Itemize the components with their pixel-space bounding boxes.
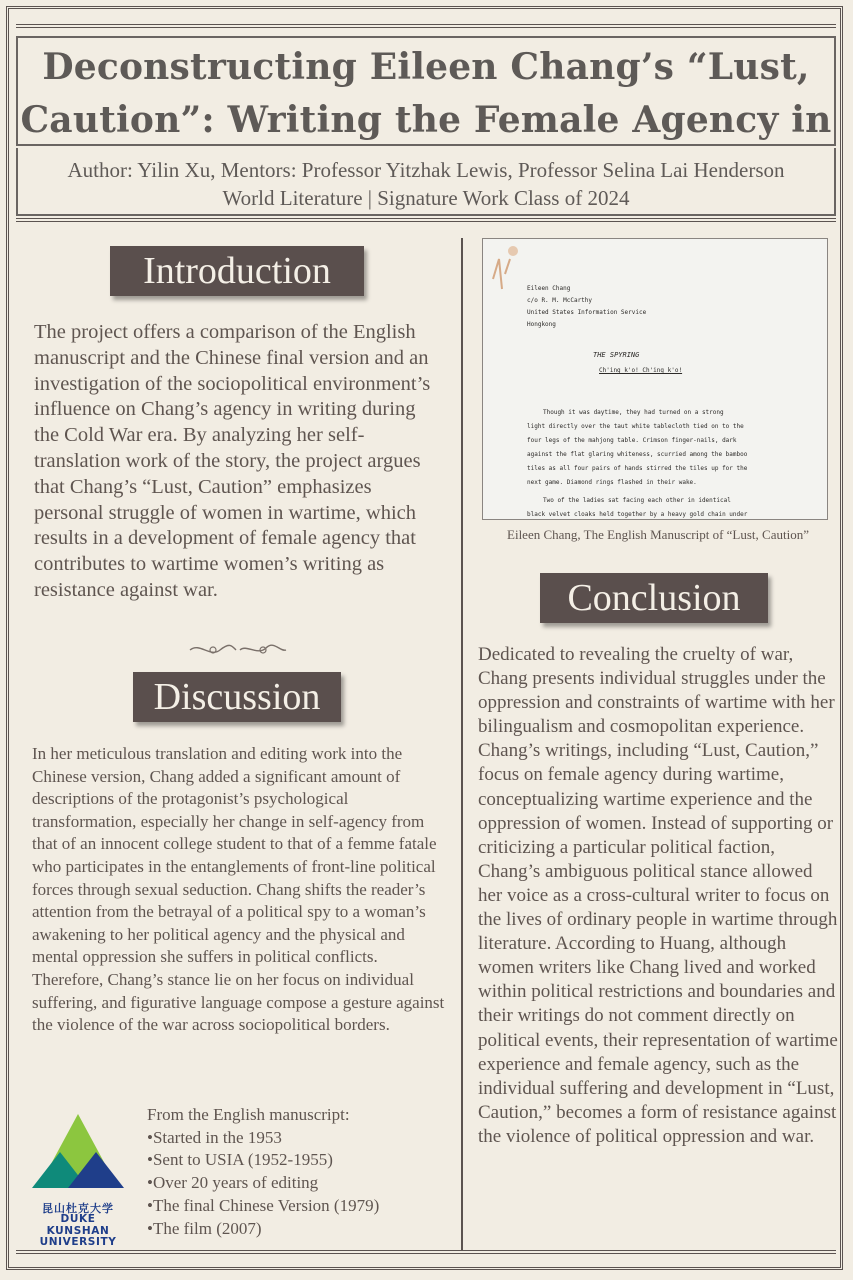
manuscript-body-line: black velvet cloaks held together by a heavy gold chain under bbox=[527, 511, 748, 518]
manuscript-address-line: Eileen Chang bbox=[527, 285, 571, 292]
conclusion-text: Dedicated to revealing the cruelty of war, Chang presents individual struggles under the oppression and constraints of wartime with her bilingualism and cosmopolitan experience. Chang’s writings, including “Lust, Caution,” focus on female agency during wartime, conceptualizing wartime experience and the oppression of women. Instead of supporting or criticizing a particular political faction, Chang’s ambiguous political stance allowed her voice as a cross-cultural writer to focus on the lives of ordinary people in wartime through literature. According to Huang, although women writers like Chang lived and worked within political restrictions and boundaries and their writings do not comment directly on political events, their representation of wartime experience and female agency, such as the individual suffering and development in “Lust, Caution,” becomes a form of resistance against the violence of political oppression and war. bbox=[478, 644, 838, 1147]
introduction-heading: Introduction bbox=[110, 246, 364, 296]
timeline-list bbox=[147, 1104, 447, 1240]
program-line: World Literature | Signature Work Class of 2024 bbox=[222, 186, 630, 210]
logo-english-text bbox=[30, 1214, 126, 1249]
logo-english-line-2: UNIVERSITY bbox=[39, 1236, 117, 1248]
timeline-heading: From the English manuscript: bbox=[147, 1105, 350, 1124]
manuscript-address-line: United States Information Service bbox=[527, 309, 647, 316]
manuscript-subtitle: Ch'ing k'o! Ch'ing k'o! bbox=[599, 367, 683, 374]
list-item: •The final Chinese Version (1979) bbox=[147, 1195, 380, 1215]
author-line: Author: Yilin Xu, Mentors: Professor Yitzhak Lewis, Professor Selina Lai Henderson bbox=[67, 158, 785, 182]
list-item: •Over 20 years of editing bbox=[147, 1173, 319, 1193]
discussion-heading: Discussion bbox=[133, 672, 341, 722]
logo-chinese-text: 昆山杜克大学 bbox=[42, 1202, 114, 1215]
poster-title: Deconstructing Eileen Chang’s “Lust, Caution”: Writing the Female Agency in bbox=[20, 46, 832, 141]
bottom-divider bbox=[16, 1250, 836, 1254]
manuscript-body-line: Though it was daytime, they had turned on a strong bbox=[543, 409, 724, 416]
list-item: •Started in the 1953 bbox=[147, 1127, 282, 1147]
author-box bbox=[16, 148, 836, 216]
manuscript-address-line: Hongkong bbox=[527, 321, 556, 328]
manuscript-title: THE SPYRING bbox=[593, 351, 640, 359]
manuscript-body-line: light directly over the taut white tablecloth tied on to the bbox=[527, 423, 744, 430]
top-divider bbox=[16, 24, 836, 28]
manuscript-address-line: c/o R. M. McCarthy bbox=[527, 297, 593, 304]
manuscript-body-line: tiles as all four pairs of hands stirred the tiles up for the bbox=[527, 465, 748, 472]
manuscript-body-line: next game. Diamond rings flashed in their wake. bbox=[527, 479, 697, 486]
column-divider bbox=[461, 238, 463, 1250]
title-box bbox=[16, 36, 836, 146]
manuscript-image bbox=[482, 238, 828, 520]
list-item: •The film (2007) bbox=[147, 1218, 262, 1238]
duke-kunshan-logo-icon bbox=[30, 1112, 126, 1192]
header-divider bbox=[16, 218, 836, 222]
manuscript-caption: Eileen Chang, The English Manuscript of “Lust, Caution” bbox=[507, 527, 809, 542]
introduction-text: The project offers a comparison of the English manuscript and the Chinese final version and an investigation of the sociopolitical environment’s influence on Chang’s agency in writing during the Cold War era. By analyzing her self-translation work of the story, the project argues that Chang’s “Lust, Caution” emphasizes personal struggle of women in wartime, which results in a development of female agency that contributes to wartime women’s writing as resistance against war. bbox=[34, 321, 431, 601]
manuscript-body-line: against the flat glaring whiteness, scurried among the bamboo bbox=[527, 451, 748, 458]
discussion-text: In her meticulous translation and editing work into the Chinese version, Chang added a significant amount of descriptions of the protagonist’s psychological transformation, especially her change in self-agency from that of an innocent college student to that of a femme fatale who participates in the entanglements of front-line political forces through sexual seduction. Chang shifts the reader’s attention from the betrayal of a political spy to a woman’s awakening to her political agency and the physical and mental oppression she suffers in political conflicts. Therefore, Chang’s stance lie on her focus on individual suffering, and figurative language compose a gesture against the violence of the war across sociopolitical borders. bbox=[32, 744, 445, 1035]
conclusion-heading: Conclusion bbox=[540, 573, 768, 623]
flourish-ornament bbox=[188, 640, 288, 660]
list-item: •Sent to USIA (1952-1955) bbox=[147, 1150, 333, 1170]
logo-english-line-1: DUKE KUNSHAN bbox=[46, 1213, 110, 1237]
paper-stain-decoration bbox=[483, 239, 827, 319]
manuscript-body-line: four legs of the mahjong table. Crimson finger-nails, dark bbox=[527, 437, 737, 444]
manuscript-body-line: Two of the ladies sat facing each other in identical bbox=[543, 497, 731, 504]
